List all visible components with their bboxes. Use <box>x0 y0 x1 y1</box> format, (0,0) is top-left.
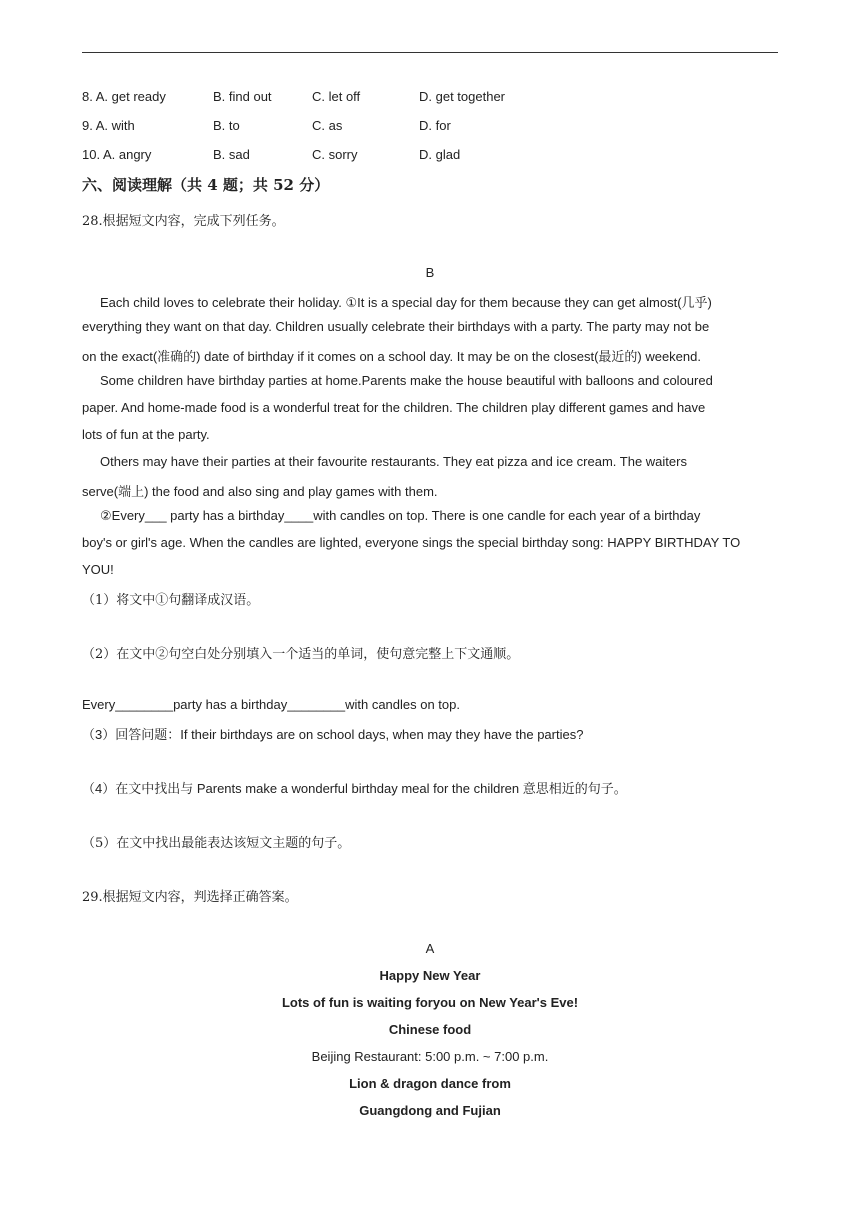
poster-item2-title: Lion & dragon dance from <box>349 1076 511 1091</box>
option-d: D. glad <box>419 147 461 162</box>
q28-instruction: 28.根据短文内容，完成下列任务。 <box>82 214 285 229</box>
passage-line: Others may have their parties at their favourite restaurants. They eat pizza and ice cream. The waiters <box>100 454 687 469</box>
option-b: B. sad <box>213 147 250 162</box>
passage-line: lots of fun at the party. <box>82 427 210 442</box>
option-a: 8. A. get ready <box>82 89 166 104</box>
option-b: B. find out <box>213 89 272 104</box>
q28-task-2: （2）在文中②句空白处分别填入一个适当的单词，使句意完整上下文通顺。 <box>82 647 520 662</box>
passage-line: everything they want on that day. Children usually celebrate their birthdays with a party. The party may not be <box>82 319 710 334</box>
option-c: C. let off <box>312 89 361 104</box>
q28-task-1: （1）将文中①句翻译成汉语。 <box>82 593 260 608</box>
passage-line: Some children have birthday parties at home.Parents make the house beautiful with balloons and coloured <box>100 373 713 388</box>
poster-subtitle: Lots of fun is waiting foryou on New Year's Eve! <box>281 995 579 1010</box>
option-a: 10. A. angry <box>82 147 152 162</box>
option-c: C. as <box>312 118 343 133</box>
section-title: 六、阅读理解（共 4 题；共 52 分） <box>82 176 330 194</box>
poster-item2-subtitle: Guangdong and Fujian <box>359 1103 501 1118</box>
option-b: B. to <box>213 118 240 133</box>
q28-task-4: （4）在文中找出与 Parents make a wonderful birthday meal for the children 意思相近的句子。 <box>82 781 627 796</box>
option-d: D. for <box>419 118 451 133</box>
q28-task-2-blank-line: Every________party has a birthday________with candles on top. <box>82 697 460 712</box>
passage-line: YOU! <box>82 562 114 577</box>
q28-task-3: （3）回答问题：If their birthdays are on school days, when may they have the parties? <box>82 727 584 742</box>
passage-line: ②Every___ party has a birthday____with candles on top. There is one candle for each year of a birthday <box>100 508 701 523</box>
passage-line: serve(端上) the food and also sing and play games with them. <box>82 484 438 499</box>
poster-title: Happy New Year <box>379 968 481 983</box>
option-a: 9. A. with <box>82 118 135 133</box>
q28-passage-label: B <box>425 265 435 280</box>
q29-instruction: 29.根据短文内容，判选择正确答案。 <box>82 890 298 905</box>
passage-line: paper. And home-made food is a wonderful treat for the children. The children play different games and have <box>82 400 706 415</box>
poster-item1-detail: Beijing Restaurant: 5:00 p.m. ~ 7:00 p.m. <box>311 1049 549 1064</box>
option-d: D. get together <box>419 89 505 104</box>
header-rule <box>82 52 778 53</box>
passage-line: on the exact(准确的) date of birthday if it comes on a school day. It may be on the closest(最近的) weekend. <box>82 349 701 364</box>
q28-task-5: （5）在文中找出最能表达该短文主题的句子。 <box>82 836 351 851</box>
option-c: C. sorry <box>312 147 358 162</box>
passage-line: boy's or girl's age. When the candles are lighted, everyone sings the special birthday song: HAPPY BIRTHDAY TO <box>82 535 741 550</box>
q29-passage-label: A <box>425 941 435 956</box>
poster-item1-title: Chinese food <box>388 1022 472 1037</box>
passage-line: Each child loves to celebrate their holiday. ①It is a special day for them because they can get almost(几乎) <box>100 295 712 310</box>
